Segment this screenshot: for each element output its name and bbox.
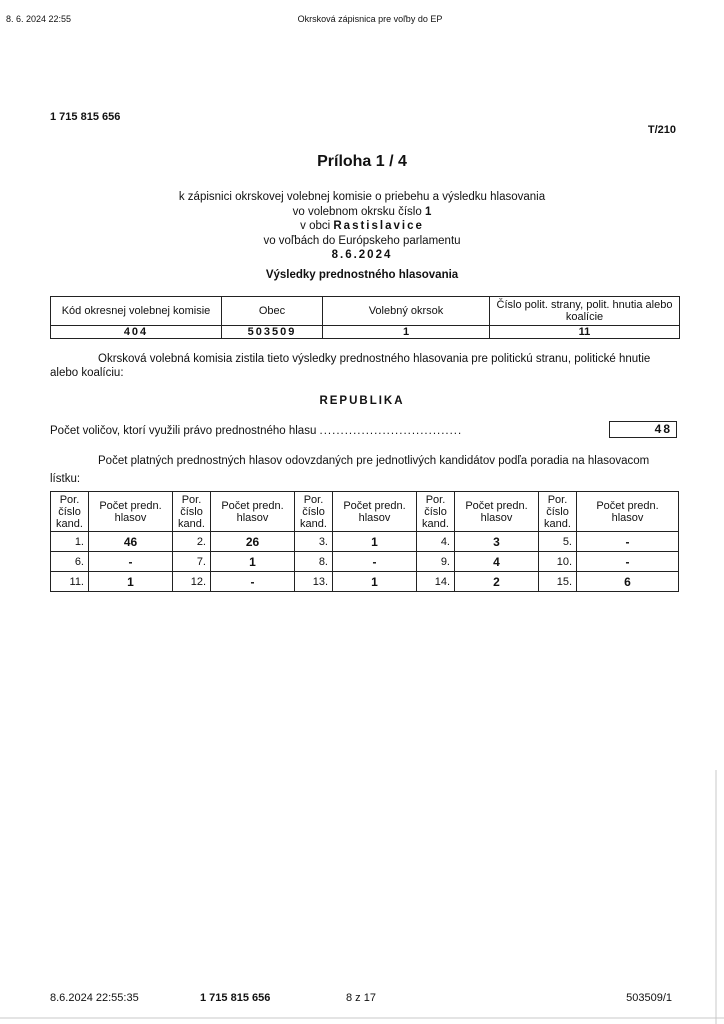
footer-reference: 503509/1 — [626, 992, 672, 1004]
candidate-number: 6. — [51, 552, 89, 572]
party-name: REPUBLIKA — [319, 395, 405, 407]
value-party-number: 11 — [490, 326, 680, 339]
candidate-votes: 1 — [333, 532, 417, 552]
commission-statement: Okrsková volebná komisia zistila tieto výsledky prednostného hlasovania pre politickú stranu, politické hnutie alebo koalíciu: — [50, 353, 651, 379]
value-municipality: 503509 — [222, 326, 323, 339]
header-candidate-number: Por. číslo kand. — [295, 492, 333, 532]
candidate-number: 7. — [173, 552, 211, 572]
candidate-number: 2. — [173, 532, 211, 552]
election-date: 8.6.2024 — [331, 249, 393, 261]
header-vote-count: Počet predn. hlasov — [455, 492, 539, 532]
intro-line-4: vo voľbách do Európskeho parlamentu — [263, 234, 461, 247]
candidate-number: 13. — [295, 572, 333, 592]
district-number: 1 — [424, 205, 432, 218]
header-vote-count: Počet predn. hlasov — [89, 492, 173, 532]
candidate-number: 4. — [417, 532, 455, 552]
candidate-number: 12. — [173, 572, 211, 592]
footer-datetime: 8.6.2024 22:55:35 — [50, 992, 139, 1004]
header-candidate-number: Por. číslo kand. — [51, 492, 89, 532]
candidate-number: 8. — [295, 552, 333, 572]
candidate-number: 11. — [51, 572, 89, 592]
candidate-votes: - — [577, 532, 679, 552]
page-title: Príloha 1 / 4 — [317, 153, 407, 170]
footer-page-number: 8 z 17 — [346, 992, 376, 1004]
header-district-code: Kód okresnej volebnej komisie — [51, 297, 222, 326]
header-vote-count: Počet predn. hlasov — [577, 492, 679, 532]
candidate-number: 5. — [539, 532, 577, 552]
candidate-votes: 1 — [211, 552, 295, 572]
intro-line-1: k zápisnici okrskovej volebnej komisie o priebehu a výsledku hlasovania — [178, 191, 546, 203]
candidate-number: 9. — [417, 552, 455, 572]
municipality-name: Rastislavice — [333, 220, 424, 232]
voters-label: Počet voličov, ktorí využili právo prednostného hlasu .................................. — [50, 425, 463, 437]
print-timestamp: 8. 6. 2024 22:55 — [6, 14, 72, 24]
voters-count-box: 48 — [609, 421, 677, 438]
candidate-votes: - — [333, 552, 417, 572]
candidate-votes: 2 — [455, 572, 539, 592]
header-vote-count: Počet predn. hlasov — [333, 492, 417, 532]
candidate-votes: 6 — [577, 572, 679, 592]
header-municipality: Obec — [222, 297, 323, 326]
candidate-votes: - — [89, 552, 173, 572]
header-electoral-district: Volebný okrsok — [323, 297, 490, 326]
header-candidate-number: Por. číslo kand. — [539, 492, 577, 532]
value-district-code: 404 — [51, 326, 222, 339]
form-code: T/210 — [647, 124, 676, 136]
value-electoral-district: 1 — [323, 326, 490, 339]
intro-line-3: v obci Rastislavice — [300, 220, 424, 232]
candidate-votes: - — [577, 552, 679, 572]
candidate-number: 3. — [295, 532, 333, 552]
header-party-number: Číslo polit. strany, polit. hnutia alebo koalície — [490, 297, 680, 326]
candidate-votes: 26 — [211, 532, 295, 552]
candidate-number: 10. — [539, 552, 577, 572]
candidate-votes: 4 — [455, 552, 539, 572]
header-vote-count: Počet predn. hlasov — [211, 492, 295, 532]
candidate-number: 1. — [51, 532, 89, 552]
candidate-votes: 1 — [89, 572, 173, 592]
results-subtitle: Výsledky prednostného hlasovania — [265, 269, 459, 281]
candidate-votes: 46 — [89, 532, 173, 552]
header-candidate-number: Por. číslo kand. — [417, 492, 455, 532]
candidate-number: 14. — [417, 572, 455, 592]
header-candidate-number: Por. číslo kand. — [173, 492, 211, 532]
candidate-votes: 3 — [455, 532, 539, 552]
document-id: 1 715 815 656 — [50, 111, 121, 123]
intro-line-2: vo volebnom okrsku číslo 1 — [292, 205, 432, 218]
voters-dots: .................................. — [319, 425, 463, 437]
candidate-number: 15. — [539, 572, 577, 592]
footer-document-id: 1 715 815 656 — [200, 992, 271, 1004]
print-title: Okrsková zápisnica pre voľby do EP — [297, 14, 443, 24]
candidate-votes: 1 — [333, 572, 417, 592]
candidate-votes: - — [211, 572, 295, 592]
votes-intro: Počet platných prednostných hlasov odovzdaných pre jednotlivých kandidátov podľa poradia na hlasovacom lístku: — [50, 455, 650, 485]
